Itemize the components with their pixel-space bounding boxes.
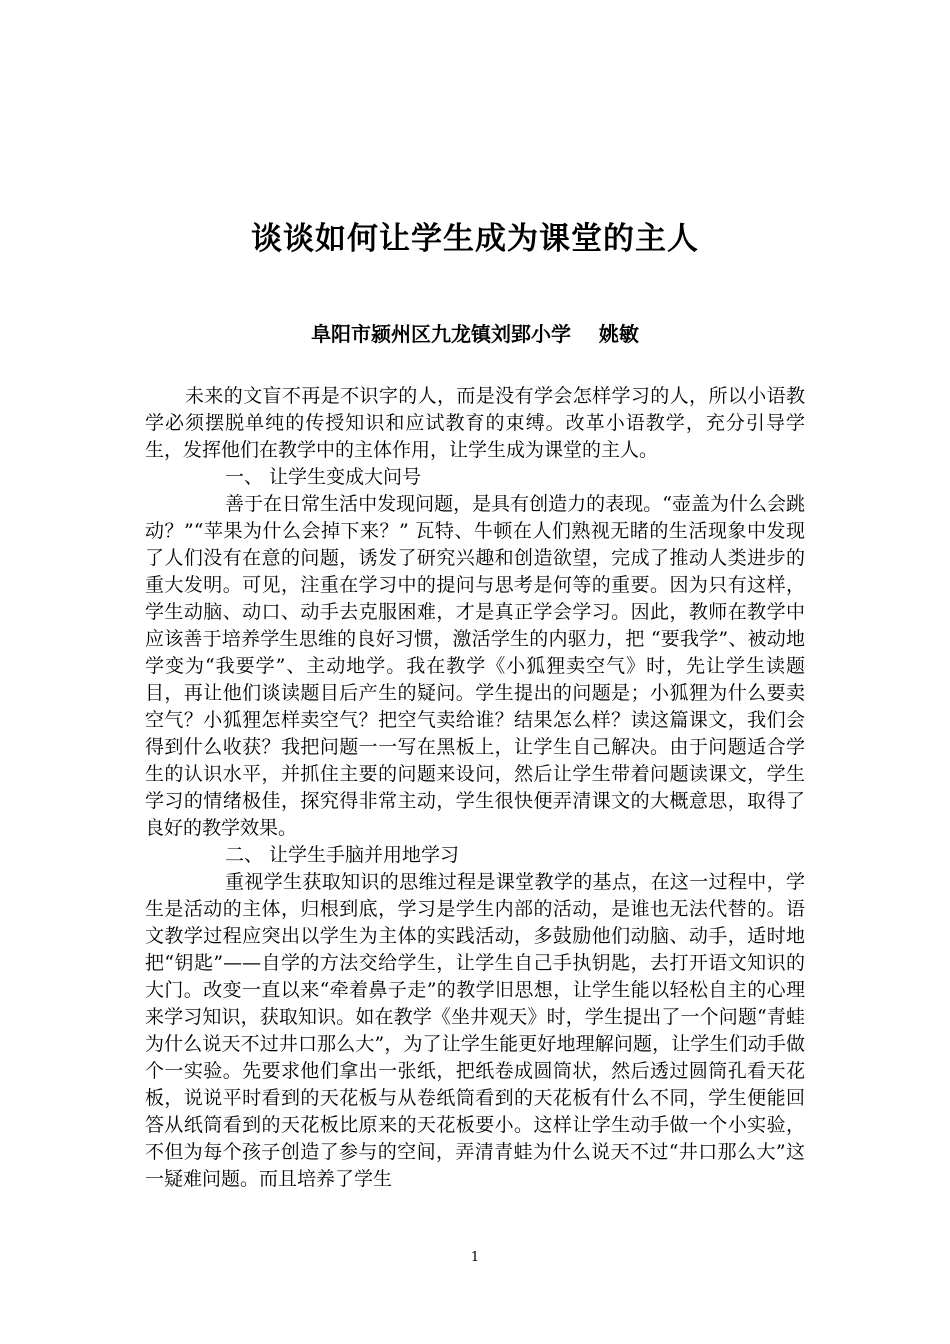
author-line: 阜阳市颍州区九龙镇刘郢小学 姚敏 [311, 322, 639, 346]
section-heading-1: 一、 让学生变成大问号 [225, 466, 422, 488]
intro-paragraph: 未来的文盲不再是不识字的人，而是没有学会怎样学习的人，所以小语教学必须摆脱单纯的传授知识和应试教育的束缚。改革小语教学，充分引导学生，发挥他们在教学中的主体作用，让学生成为课堂的主人。 [145, 385, 805, 461]
document-body [145, 383, 805, 1193]
page-number: 1 [470, 1250, 480, 1265]
section-1-paragraph: 善于在日常生活中发现问题，是具有创造力的表现。“壶盖为什么会跳动？”“苹果为什么会掉下来？” 瓦特、牛顿在人们熟视无睹的生活现象中发现了人们没有在意的问题，诱发了研究兴趣和创造欲望，完成了推动人类进步的重大发明。可见，注重在学习中的提问与思考是何等的重要。因为只有这样，学生动脑、动口、动手去克服困难，才是真正学会学习。因此，教师在教学中应该善于培养学生思维的良好习惯，激活学生的内驱力，把 “要我学”、被动地学变为“我要学”、主动地学。我在教学《小狐狸卖空气》时，先让学生读题目，再让他们谈读题目后产生的疑问。学生提出的问题是；小狐狸为什么要卖空气？小狐狸怎样卖空气？把空气卖给谁？结果怎么样？读这篇课文，我们会得到什么收获？我把问题一一写在黑板上，让学生自己解决。由于问题适合学生的认识水平，并抓住主要的问题来设问，然后让学生带着问题读课文，学生学习的情绪极佳，探究得非常主动，学生很快便弄清课文的大概意思，取得了良好的教学效果。 [145, 493, 805, 839]
document-title: 谈谈如何让学生成为课堂的主人 [251, 221, 699, 257]
section-2-paragraph: 重视学生获取知识的思维过程是课堂教学的基点，在这一过程中，学生是活动的主体，归根到底，学习是学生内部的活动，是谁也无法代替的。语文教学过程应突出以学生为主体的实践活动，多鼓励他们动脑、动手，适时地把“钥匙”——自学的方法交给学生，让学生自己手执钥匙，去打开语文知识的大门。改变一直以来“牵着鼻子走”的教学旧思想，让学生能以轻松自主的心理来学习知识，获取知识。如在教学《坐井观天》时，学生提出了一个问题“青蛙为什么说天不过井口那么大”，为了让学生能更好地理解问题，让学生们动手做个一实验。先要求他们拿出一张纸，把纸卷成圆筒状，然后透过圆筒孔看天花板，说说平时看到的天花板与从卷纸筒看到的天花板有什么不同，学生便能回答从纸筒看到的天花板比原来的天花板要小。这样让学生动手做一个小实验，不但为每个孩子创造了参与的空间，弄清青蛙为什么说天不过“井口那么大”这一疑难问题。而且培养了学生 [145, 871, 805, 1190]
section-heading-2: 二、 让学生手脑并用地学习 [225, 844, 460, 866]
